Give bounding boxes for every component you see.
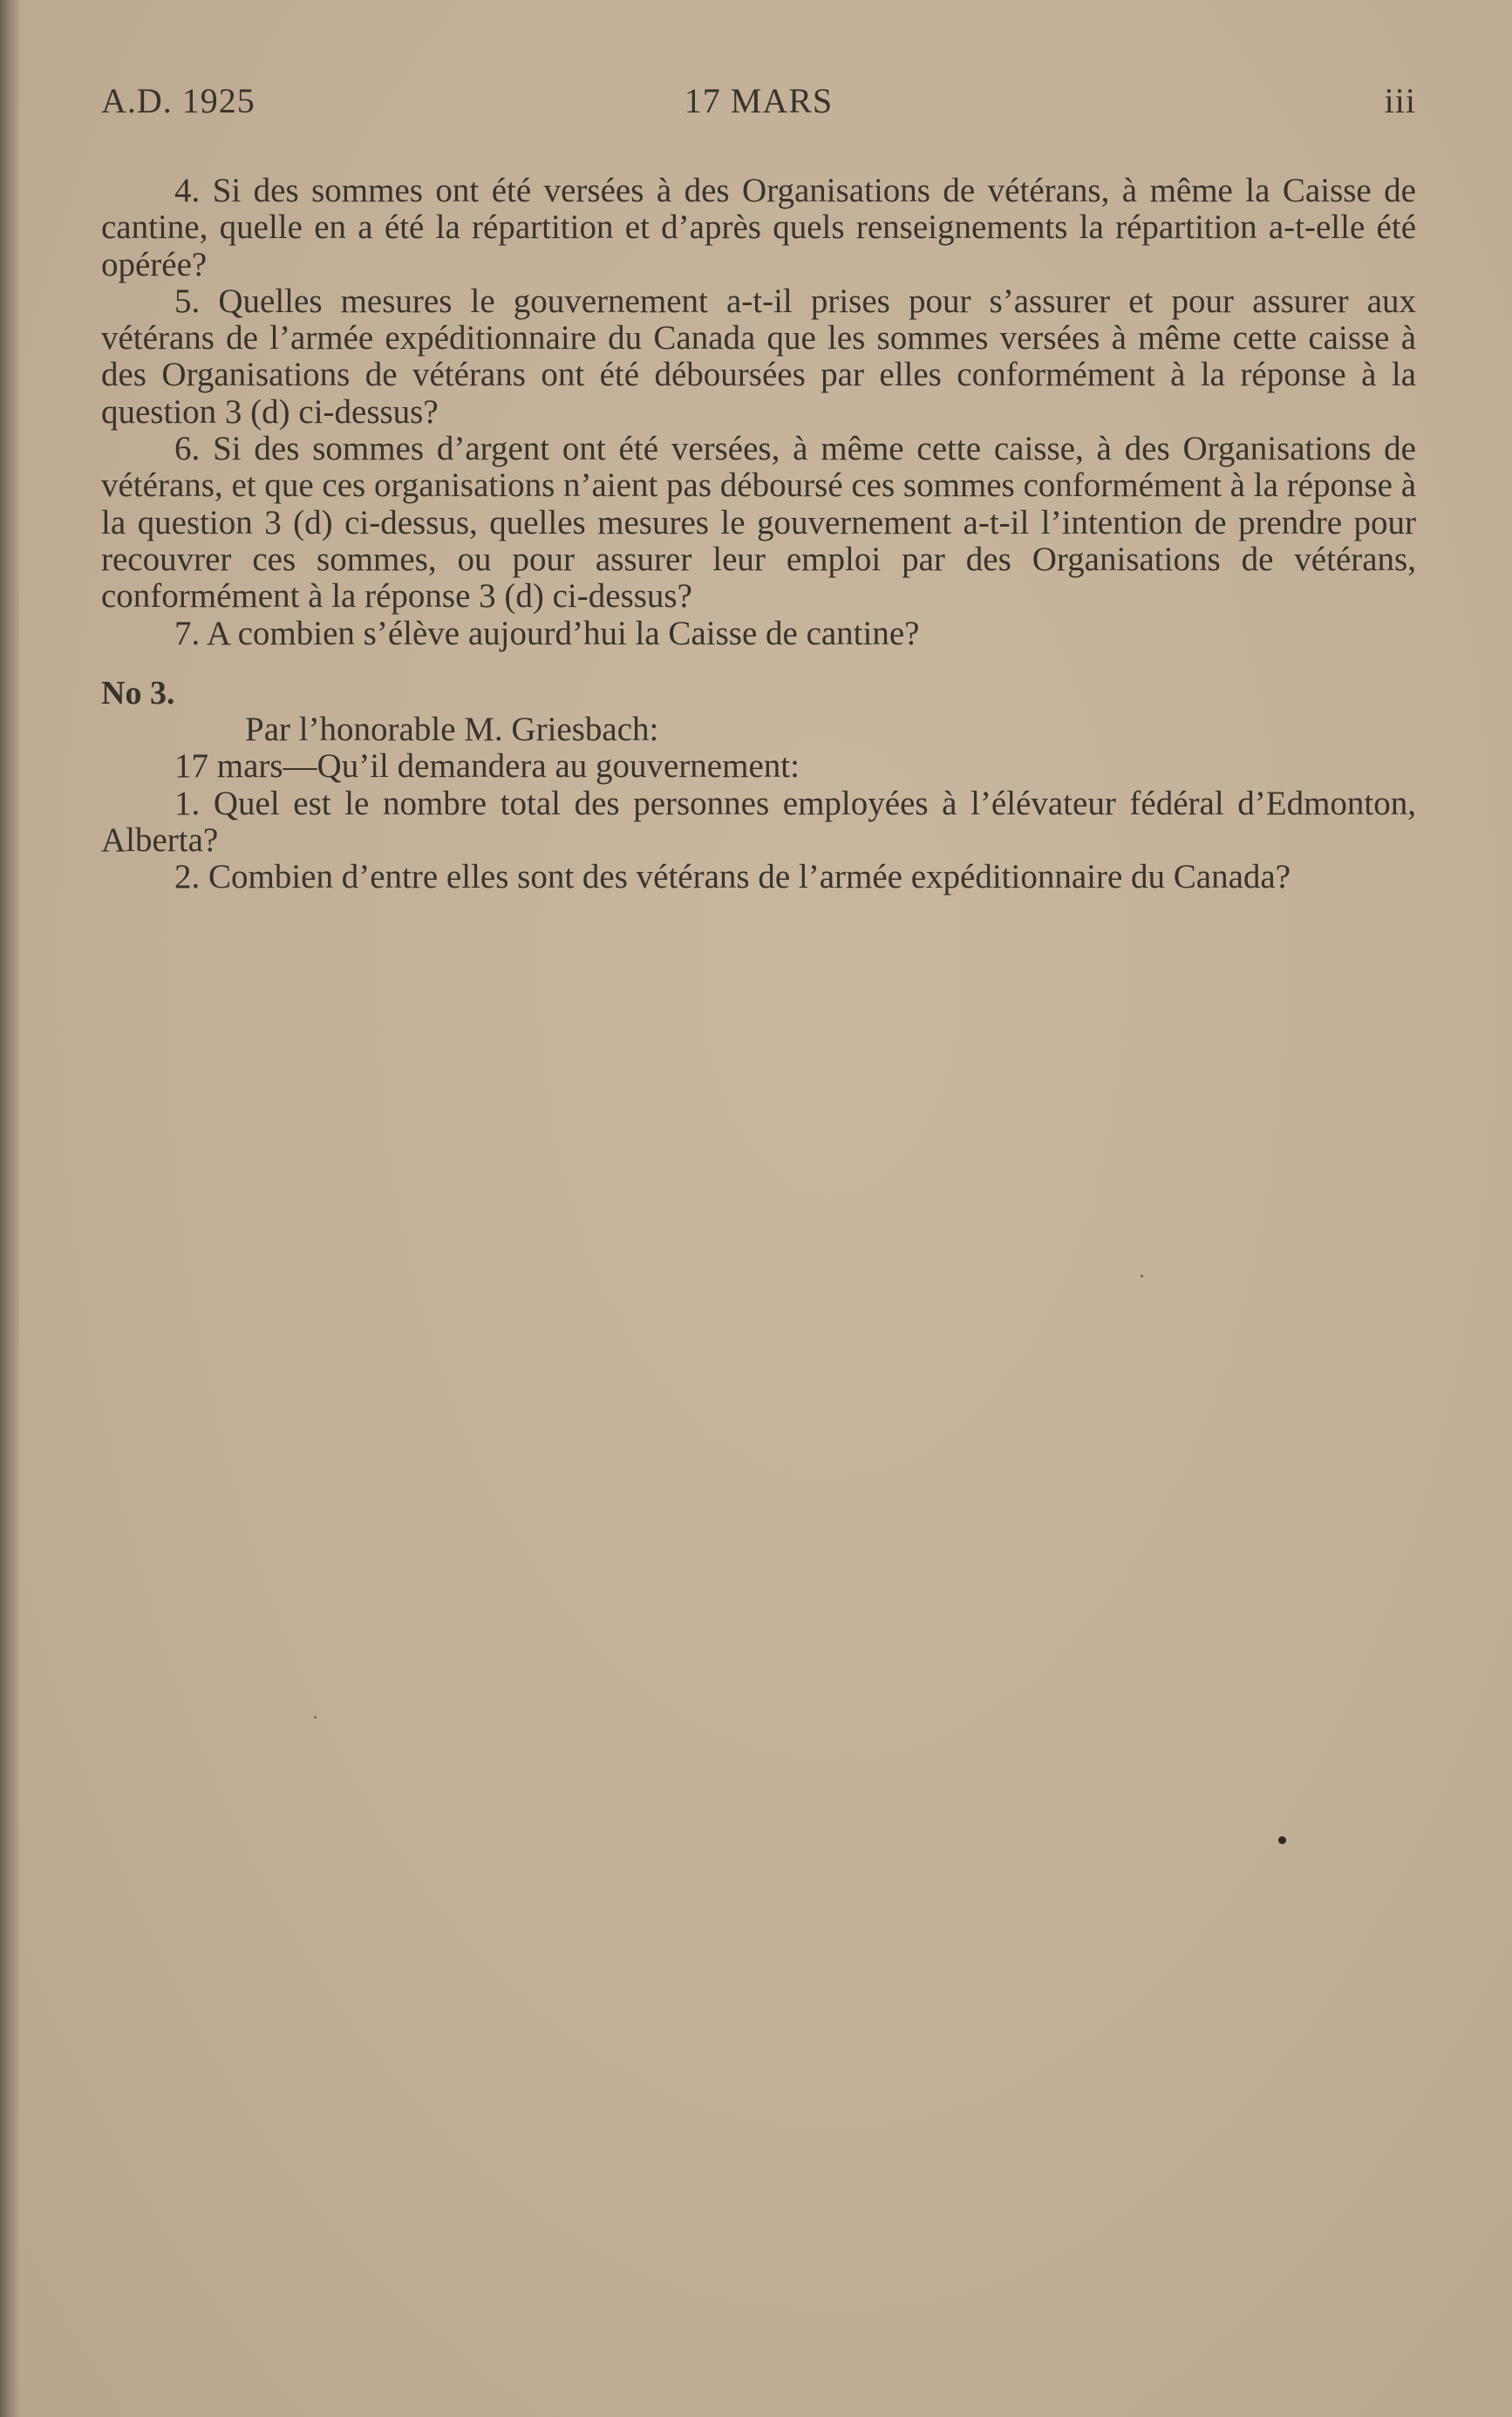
header-year: A.D. 1925 [101, 81, 255, 120]
paragraph-question-7: 7. A combien s’élève aujourd’hui la Caisse de cantine? [174, 614, 920, 652]
paragraph-question-4: 4. Si des sommes ont été versées à des Organisations de vétérans, à même la Caisse de cantine, quelle en a été la répartition et d’après quels renseignements la répartition a-t-elle été opérée? [101, 172, 1416, 283]
page-header [101, 80, 1416, 133]
header-page-number: iii [1384, 81, 1416, 120]
binding-edge [0, 0, 19, 2417]
header-date: 17 MARS [684, 81, 834, 120]
paragraph-question-6: 6. Si des sommes d’argent ont été versées, à même cette caisse, à des Organisations de vétérans, et que ces organisations n’aient pas déboursé ces sommes conformément à la réponse à la question 3 (d) ci-dessus, quelles mesures le gouvernement a-t-il l’intention de prendre pour recouvrer ces sommes, ou pour assurer leur emploi par des Organisations de vétérans, conformément à la réponse 3 (d) ci-dessus? [101, 430, 1416, 616]
document-body [101, 173, 1416, 896]
section-number: No 3. [101, 674, 175, 711]
section-question-1: 1. Quel est le nombre total des personnes employées à l’élévateur fédéral d’Edmonton, Alberta? [101, 784, 1416, 860]
paragraph-question-5: 5. Quelles mesures le gouvernement a-t-il prises pour s’assurer et pour assurer aux vétérans de l’armée expéditionnaire du Canada que les sommes versées à même cette caisse à des Organisations de vétérans ont été déboursées par elles conformément à la réponse à la question 3 (d) ci-dessus? [101, 282, 1416, 431]
paper-speck [1141, 1275, 1143, 1277]
section-intro: 17 mars—Qu’il demandera au gouvernement: [174, 747, 800, 786]
paper-speck [314, 1716, 317, 1719]
paper-speck [1278, 1836, 1286, 1844]
section-byline: Par l’honorable M. Griesbach: [245, 711, 659, 749]
section-question-2: 2. Combien d’entre elles sont des vétérans de l’armée expéditionnaire du Canada? [174, 858, 1291, 896]
